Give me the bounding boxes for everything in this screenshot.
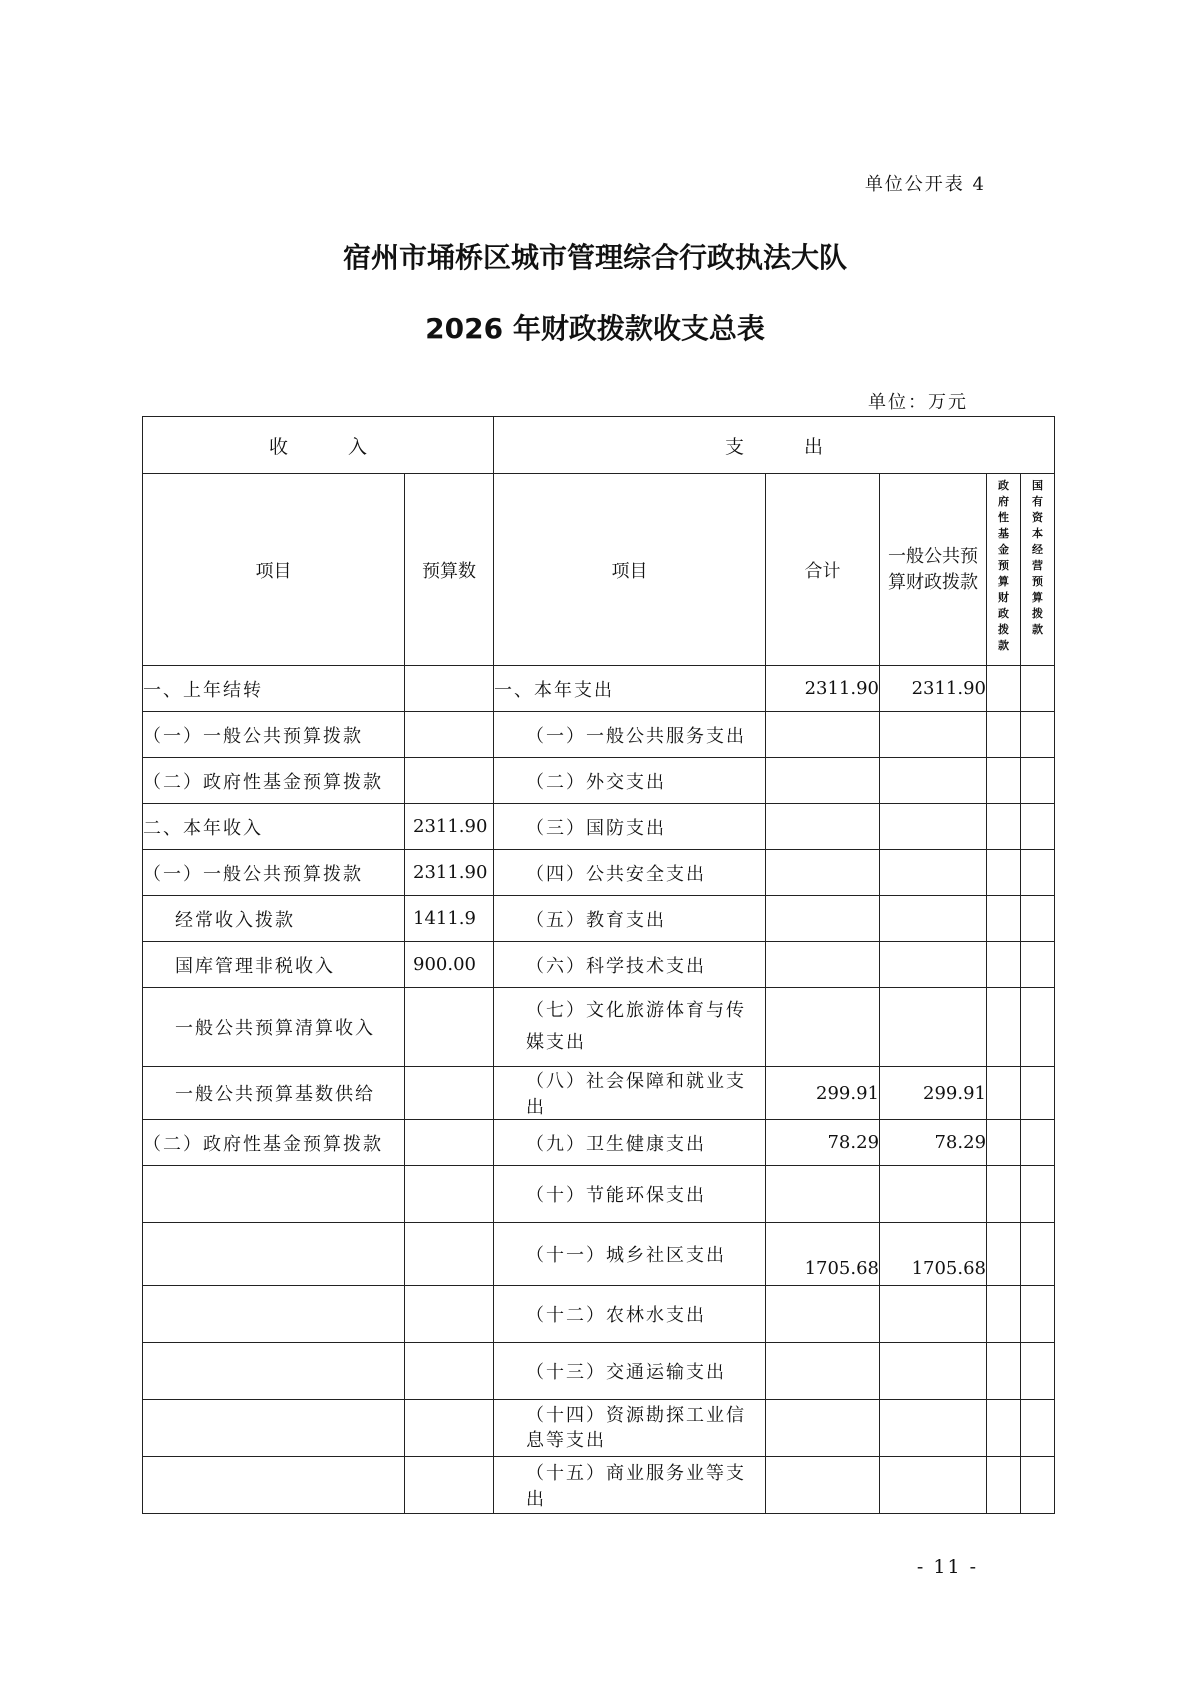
col-header-item-expense: 项目 <box>494 474 766 666</box>
income-item <box>143 1343 405 1400</box>
expense-general: 1705.68 <box>880 1223 987 1286</box>
expense-general: 299.91 <box>880 1067 987 1120</box>
table-row <box>143 896 1055 942</box>
expense-total <box>766 1343 880 1400</box>
table-row <box>143 804 1055 850</box>
expense-fund <box>987 942 1021 988</box>
expense-general <box>880 1166 987 1223</box>
income-item <box>143 1400 405 1457</box>
expense-state <box>1021 896 1055 942</box>
expense-item: （三）国防支出 <box>494 804 766 850</box>
expense-fund <box>987 1223 1021 1286</box>
expense-item: （六）科学技术支出 <box>494 942 766 988</box>
income-item: 二、本年收入 <box>143 804 405 850</box>
expense-item: （十三）交通运输支出 <box>494 1343 766 1400</box>
table-row <box>143 850 1055 896</box>
expense-general: 2311.90 <box>880 666 987 712</box>
income-budget <box>405 988 494 1067</box>
income-item: （二）政府性基金预算拨款 <box>143 1120 405 1166</box>
expense-general: 78.29 <box>880 1120 987 1166</box>
expense-item: （十五）商业服务业等支出 <box>494 1457 766 1514</box>
expense-state <box>1021 758 1055 804</box>
table-number-label: 单位公开表 4 <box>864 174 986 195</box>
expense-item: （十二）农林水支出 <box>494 1286 766 1343</box>
expense-total <box>766 758 880 804</box>
expense-fund <box>987 1286 1021 1343</box>
expense-general <box>880 804 987 850</box>
income-budget: 1411.9 <box>405 896 494 942</box>
table-row <box>143 1343 1055 1400</box>
expense-state <box>1021 942 1055 988</box>
expense-fund <box>987 1343 1021 1400</box>
expense-state <box>1021 850 1055 896</box>
table-row <box>143 758 1055 804</box>
income-budget <box>405 1343 494 1400</box>
section-expense-header: 支出 <box>494 417 1055 474</box>
expense-item: （九）卫生健康支出 <box>494 1120 766 1166</box>
expense-state <box>1021 1067 1055 1120</box>
income-item: 经常收入拨款 <box>143 896 405 942</box>
income-budget <box>405 1286 494 1343</box>
fiscal-summary-table <box>142 416 1055 1514</box>
expense-fund <box>987 758 1021 804</box>
expense-total <box>766 988 880 1067</box>
col-header-fund-budget: 政 府 性 基 金 预 算 财 政 拨 款 <box>987 474 1021 666</box>
expense-general <box>880 758 987 804</box>
expense-general <box>880 942 987 988</box>
income-item: 一般公共预算基数供给 <box>143 1067 405 1120</box>
income-budget <box>405 1457 494 1514</box>
income-budget <box>405 712 494 758</box>
expense-fund <box>987 712 1021 758</box>
expense-general <box>880 850 987 896</box>
table-row <box>143 1223 1055 1286</box>
expense-general <box>880 988 987 1067</box>
expense-state <box>1021 1286 1055 1343</box>
table-row <box>143 1120 1055 1166</box>
expense-total <box>766 1457 880 1514</box>
expense-state <box>1021 1400 1055 1457</box>
col-header-item: 项目 <box>143 474 405 666</box>
expense-total <box>766 1400 880 1457</box>
expense-fund <box>987 896 1021 942</box>
income-item <box>143 1457 405 1514</box>
expense-state <box>1021 1120 1055 1166</box>
income-item: 国库管理非税收入 <box>143 942 405 988</box>
income-budget <box>405 1067 494 1120</box>
col-header-state-capital: 国 有 资 本 经 营 预 算 拨 款 <box>1021 474 1055 666</box>
income-budget: 2311.90 <box>405 804 494 850</box>
table-row <box>143 1286 1055 1343</box>
expense-general <box>880 1343 987 1400</box>
income-budget <box>405 1120 494 1166</box>
income-budget <box>405 666 494 712</box>
expense-total: 2311.90 <box>766 666 880 712</box>
expense-item: （五）教育支出 <box>494 896 766 942</box>
expense-fund <box>987 850 1021 896</box>
column-header-row <box>143 474 1055 666</box>
income-budget <box>405 1166 494 1223</box>
expense-fund <box>987 666 1021 712</box>
table-row <box>143 1166 1055 1223</box>
expense-state <box>1021 712 1055 758</box>
table-row <box>143 666 1055 712</box>
income-budget: 900.00 <box>405 942 494 988</box>
expense-item: （四）公共安全支出 <box>494 850 766 896</box>
col-header-total: 合计 <box>766 474 880 666</box>
table-row <box>143 988 1055 1067</box>
income-budget <box>405 1223 494 1286</box>
expense-state <box>1021 988 1055 1067</box>
table-row <box>143 1457 1055 1514</box>
income-item: （一）一般公共预算拨款 <box>143 712 405 758</box>
expense-state <box>1021 1457 1055 1514</box>
expense-state <box>1021 1166 1055 1223</box>
table-row <box>143 942 1055 988</box>
expense-total: 1705.68 <box>766 1223 880 1286</box>
table-row <box>143 1400 1055 1457</box>
income-item: （二）政府性基金预算拨款 <box>143 758 405 804</box>
expense-general <box>880 1400 987 1457</box>
expense-item: （八）社会保障和就业支出 <box>494 1067 766 1120</box>
expense-general <box>880 896 987 942</box>
expense-total <box>766 804 880 850</box>
expense-total: 78.29 <box>766 1120 880 1166</box>
expense-total <box>766 1286 880 1343</box>
col-header-budget: 预算数 <box>405 474 494 666</box>
expense-fund <box>987 1457 1021 1514</box>
expense-fund <box>987 988 1021 1067</box>
section-income-header: 收入 <box>143 417 494 474</box>
expense-fund <box>987 1166 1021 1223</box>
expense-total <box>766 712 880 758</box>
expense-state <box>1021 1343 1055 1400</box>
page-number: - 11 - <box>916 1556 978 1578</box>
income-item <box>143 1286 405 1343</box>
expense-item: （十）节能环保支出 <box>494 1166 766 1223</box>
income-budget <box>405 1400 494 1457</box>
expense-fund <box>987 1400 1021 1457</box>
col-header-general-budget: 一般公共预算财政拨款 <box>880 474 987 666</box>
expense-item: （一）一般公共服务支出 <box>494 712 766 758</box>
expense-item: 一、本年支出 <box>494 666 766 712</box>
expense-item: （十四）资源勘探工业信息等支出 <box>494 1400 766 1457</box>
expense-total <box>766 850 880 896</box>
expense-item: （七）文化旅游体育与传媒支出 <box>494 988 766 1067</box>
unit-label: 单位：万元 <box>868 392 968 413</box>
expense-total <box>766 1166 880 1223</box>
expense-fund <box>987 1067 1021 1120</box>
income-item: 一、上年结转 <box>143 666 405 712</box>
expense-state <box>1021 1223 1055 1286</box>
expense-total: 299.91 <box>766 1067 880 1120</box>
income-item: （一）一般公共预算拨款 <box>143 850 405 896</box>
income-budget: 2311.90 <box>405 850 494 896</box>
section-header-row <box>143 417 1055 474</box>
expense-general <box>880 712 987 758</box>
page-title: 宿州市埇桥区城市管理综合行政执法大队 <box>342 241 847 274</box>
expense-general <box>880 1286 987 1343</box>
income-item: 一般公共预算清算收入 <box>143 988 405 1067</box>
expense-general <box>880 1457 987 1514</box>
expense-fund <box>987 804 1021 850</box>
table-row <box>143 712 1055 758</box>
expense-total <box>766 896 880 942</box>
expense-item: （二）外交支出 <box>494 758 766 804</box>
expense-state <box>1021 804 1055 850</box>
expense-item: （十一）城乡社区支出 <box>494 1223 766 1286</box>
table-row <box>143 1067 1055 1120</box>
expense-state <box>1021 666 1055 712</box>
expense-total <box>766 942 880 988</box>
income-item <box>143 1223 405 1286</box>
expense-fund <box>987 1120 1021 1166</box>
page-subtitle: 2026 年财政拨款收支总表 <box>425 312 765 345</box>
income-budget <box>405 758 494 804</box>
income-item <box>143 1166 405 1223</box>
